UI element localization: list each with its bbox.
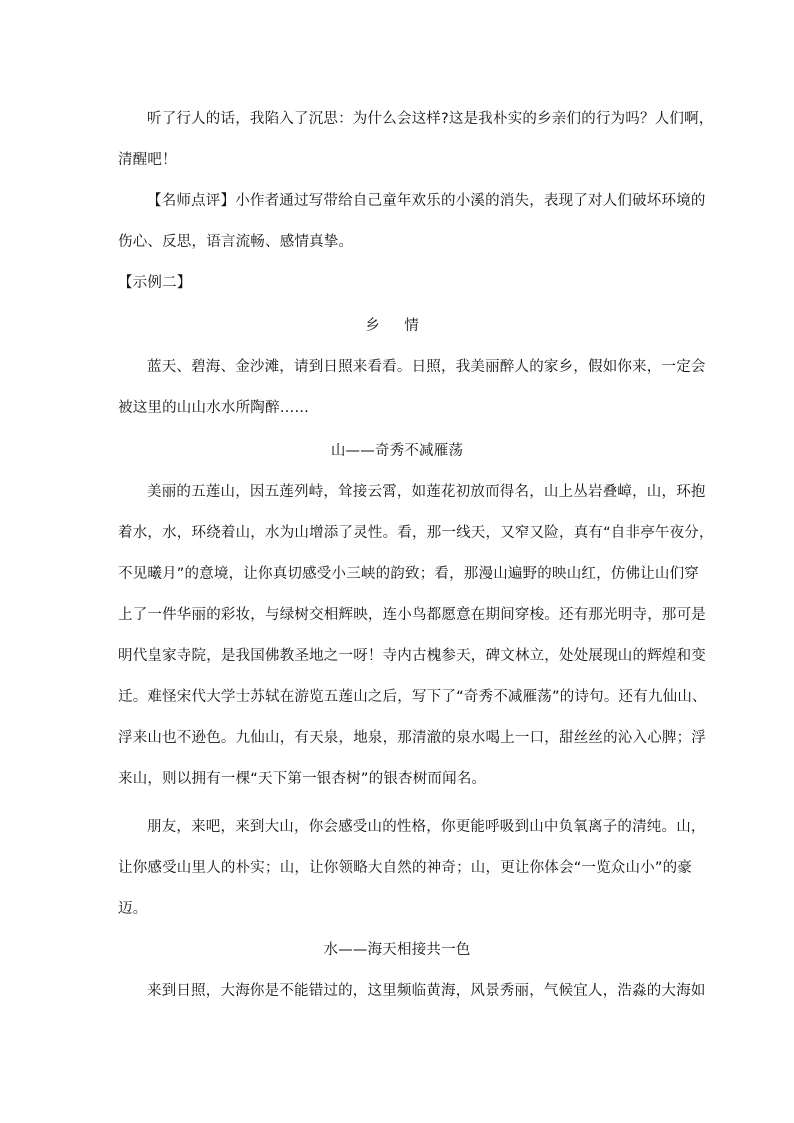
paragraph-line: 浮来山也不逊色。九仙山，有天泉，地泉，那清澈的泉水喝上一口，甜丝丝的沁入心脾；浮 (118, 730, 706, 746)
paragraph-line: 美丽的五莲山，因五莲列峙，耸接云霄，如莲花初放而得名，山上丛岩叠嶂，山，环抱 (147, 484, 706, 500)
paragraph-line: 被这里的山山水水所陶醉…… (118, 400, 310, 416)
paragraph-line: 来山，则以拥有一棵“天下第一银杏树”的银杏树而闻名。 (118, 771, 487, 787)
paragraph-line: 不见曦月”的意境，让你真切感受小三峡的韵致；看，那漫山遍野的映山红，仿佛让山们穿 (118, 566, 700, 582)
paragraph-line: 着水，水，环绕着山，水为山增添了灵性。看，那一线天，又窄又险，真有“自非亭午夜分， (118, 525, 714, 541)
paragraph-line: 听了行人的话，我陷入了沉思：为什么会这样?这是我朴实的乡亲们的行为吗？人们啊， (147, 111, 714, 127)
paragraph-line: 清醒吧！ (118, 152, 177, 168)
section-heading: 【示例二】 (118, 275, 192, 291)
paragraph-line: 上了一件华丽的彩妆，与绿树交相辉映，连小鸟都愿意在期间穿梭。还有那光明寺，那可是 (118, 607, 706, 623)
comment-line: 【名师点评】小作者通过写带给自己童年欢乐的小溪的消失，表现了对人们破坏环境的 (147, 193, 706, 209)
paragraph-line: 让你感受山里人的朴实；山，让你领略大自然的神奇；山，更让你体会“一览众山小”的豪 (118, 860, 693, 876)
paragraph-line: 迁。难怪宋代大学士苏轼在游览五莲山之后，写下了“奇秀不减雁荡”的诗句。还有九仙山、 (118, 689, 707, 705)
subheading-mountain: 山——奇秀不减雁荡 (330, 443, 464, 459)
paragraph-line: 迈。 (118, 901, 148, 917)
essay-title: 乡 情 (365, 318, 429, 334)
paragraph-line: 蓝天、碧海、金沙滩，请到日照来看看。日照，我美丽醉人的家乡，假如你来，一定会 (147, 359, 706, 375)
subheading-sea: 水——海天相接共一色 (323, 942, 471, 958)
paragraph-line: 明代皇家寺院，是我国佛教圣地之一呀！寺内古槐参天，碑文林立，处处展现山的辉煌和变 (118, 648, 706, 664)
comment-line: 伤心、反思，语言流畅、感情真挚。 (118, 234, 354, 250)
paragraph-line: 朋友，来吧，来到大山，你会感受山的性格，你更能呼吸到山中负氧离子的清纯。山， (147, 819, 706, 835)
paragraph-line: 来到日照，大海你是不能错过的，这里频临黄海，风景秀丽，气候宜人，浩淼的大海如 (147, 983, 706, 999)
